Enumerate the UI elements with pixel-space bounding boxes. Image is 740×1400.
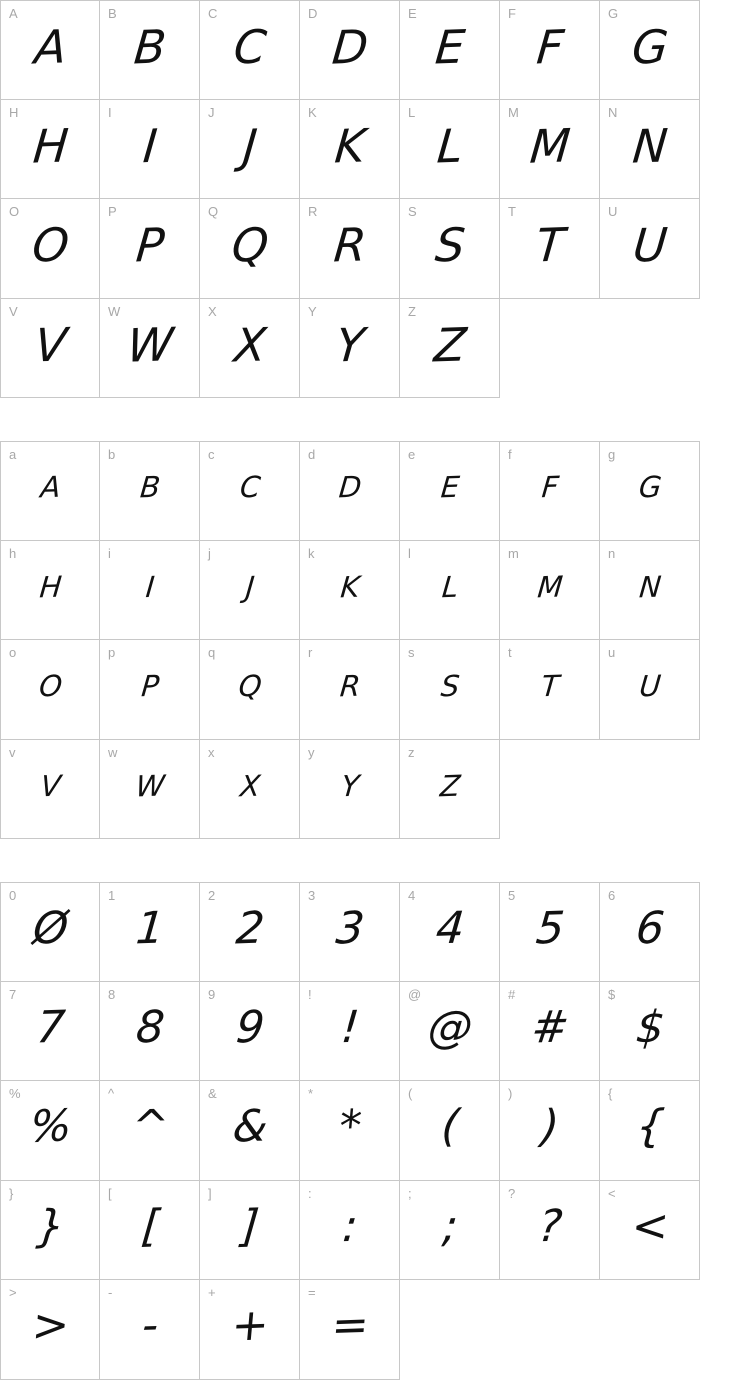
character-code-label: T [508, 204, 517, 219]
character-cell [200, 640, 300, 740]
character-cell [200, 1280, 300, 1380]
character-code-label: d [308, 447, 316, 462]
handwritten-glyph: G [629, 19, 671, 75]
character-row [0, 882, 700, 982]
handwritten-glyph: { [633, 1100, 667, 1153]
handwritten-glyph: ( [439, 1100, 462, 1153]
character-code-label: u [608, 645, 616, 660]
character-code-label: ! [308, 986, 313, 1002]
character-code-label: y [308, 744, 315, 760]
handwritten-glyph: 6 [633, 902, 667, 955]
character-code-label: B [108, 6, 118, 21]
character-cell [300, 441, 400, 541]
handwritten-glyph: D [330, 19, 371, 75]
handwritten-glyph: U [630, 217, 670, 273]
handwritten-glyph: C [238, 469, 262, 505]
character-code-label: l [408, 545, 412, 561]
character-row [0, 1280, 700, 1380]
character-code-label: Z [408, 303, 417, 319]
handwritten-glyph: S [439, 668, 461, 704]
character-code-label: v [9, 744, 16, 760]
handwritten-glyph: > [30, 1299, 72, 1352]
handwritten-glyph: ] [239, 1200, 262, 1253]
character-cell [0, 982, 100, 1082]
character-cell [600, 1081, 700, 1181]
character-code-label: s [408, 645, 415, 660]
handwritten-glyph: N [630, 118, 670, 174]
handwritten-glyph: V [32, 317, 69, 373]
character-code-label: R [308, 204, 318, 219]
handwritten-glyph: 1 [133, 902, 167, 955]
character-cell [300, 740, 400, 840]
character-code-label: W [108, 303, 121, 319]
character-row [0, 740, 700, 840]
character-cell [0, 100, 100, 200]
character-cell [0, 882, 100, 982]
handwritten-glyph: O [30, 217, 72, 273]
character-cell [0, 541, 100, 641]
character-code-label: t [508, 645, 513, 660]
handwritten-glyph: ! [339, 1001, 362, 1054]
character-code-label: 4 [408, 888, 416, 903]
handwritten-glyph: T [533, 217, 567, 273]
character-cell [300, 541, 400, 641]
character-row [0, 541, 700, 641]
character-code-label: j [208, 545, 212, 561]
character-code-label: L [408, 104, 416, 120]
character-cell [500, 199, 600, 299]
character-code-label: Q [208, 204, 219, 219]
character-code-label: k [308, 545, 315, 561]
character-code-label: a [9, 447, 17, 462]
character-cell [100, 740, 200, 840]
character-code-label: A [9, 6, 19, 21]
character-cell [500, 882, 600, 982]
handwritten-glyph: } [34, 1200, 68, 1253]
character-cell [600, 640, 700, 740]
character-code-label: F [508, 6, 517, 21]
character-cell [300, 100, 400, 200]
handwritten-glyph: @ [425, 1001, 475, 1054]
character-cell [200, 441, 300, 541]
character-code-label: ^ [108, 1086, 115, 1101]
handwritten-glyph: L [440, 568, 460, 604]
character-code-label: H [9, 104, 19, 120]
handwritten-glyph: < [629, 1200, 671, 1253]
character-code-label: c [208, 447, 215, 462]
character-code-label: P [108, 204, 118, 219]
character-code-label: I [108, 104, 113, 120]
character-row [0, 299, 700, 399]
character-code-label: C [208, 6, 218, 21]
handwritten-glyph: % [27, 1100, 74, 1153]
handwritten-glyph: ? [536, 1200, 565, 1253]
character-cell [100, 982, 200, 1082]
character-code-label: 1 [108, 888, 116, 903]
character-cell [100, 299, 200, 399]
character-cell [0, 740, 100, 840]
handwritten-glyph: 7 [34, 1001, 68, 1054]
character-row [0, 982, 700, 1082]
character-code-label: % [9, 1086, 22, 1101]
character-code-label: ? [508, 1185, 516, 1201]
character-cell [300, 1081, 400, 1181]
character-cell [600, 982, 700, 1082]
character-cell [100, 1081, 200, 1181]
character-code-label: g [608, 447, 616, 462]
handwritten-glyph: $ [633, 1001, 667, 1054]
character-cell [500, 441, 600, 541]
character-cell [200, 882, 300, 982]
character-code-label: @ [408, 986, 422, 1002]
handwritten-glyph: P [139, 668, 161, 704]
handwritten-glyph: H [38, 568, 64, 604]
handwritten-glyph: X [238, 767, 262, 803]
handwritten-glyph: Q [237, 668, 264, 704]
character-cell [200, 199, 300, 299]
handwritten-glyph: L [434, 118, 466, 174]
handwritten-glyph: O [37, 668, 64, 704]
character-row [0, 0, 700, 100]
character-code-label: = [308, 1285, 317, 1300]
character-code-label: J [208, 104, 215, 120]
character-cell [200, 740, 300, 840]
character-code-label: ] [208, 1185, 213, 1201]
character-cell [400, 882, 500, 982]
character-cell [200, 100, 300, 200]
character-cell [300, 640, 400, 740]
character-row [0, 199, 700, 299]
character-cell [100, 441, 200, 541]
character-code-label: 9 [208, 986, 216, 1002]
character-cell [600, 541, 700, 641]
character-code-label: X [208, 303, 218, 319]
character-cell [100, 0, 200, 100]
handwritten-glyph: E [439, 469, 461, 505]
handwritten-glyph: 2 [233, 902, 267, 955]
handwritten-glyph: J [244, 569, 257, 604]
character-code-label: N [608, 104, 618, 120]
character-cell [400, 541, 500, 641]
character-cell [200, 0, 300, 100]
handwritten-glyph: = [329, 1299, 371, 1352]
character-cell [400, 441, 500, 541]
handwritten-glyph: ) [539, 1100, 562, 1153]
handwritten-glyph: E [433, 19, 468, 75]
character-cell [0, 1181, 100, 1281]
character-row [0, 1181, 700, 1281]
character-code-label: < [608, 1185, 617, 1201]
character-cell [200, 541, 300, 641]
handwritten-glyph: + [229, 1299, 271, 1352]
character-code-label: n [608, 545, 616, 561]
character-cell [400, 1181, 500, 1281]
character-cell [100, 1181, 200, 1281]
character-cell [200, 1181, 300, 1281]
character-code-label: D [308, 6, 318, 21]
character-code-label: x [208, 744, 215, 760]
character-row [0, 640, 700, 740]
character-code-label: q [208, 645, 216, 660]
character-code-label: [ [108, 1185, 113, 1201]
handwritten-glyph: M [536, 568, 565, 604]
character-cell [500, 1181, 600, 1281]
handwritten-glyph: K [332, 118, 368, 174]
handwritten-glyph: J [241, 118, 260, 173]
character-code-label: S [408, 204, 418, 219]
handwritten-glyph: D [337, 469, 363, 505]
character-code-label: ; [408, 1185, 413, 1201]
character-code-label: : [308, 1185, 313, 1201]
handwritten-glyph: - [140, 1299, 161, 1352]
character-cell [300, 199, 400, 299]
handwritten-glyph: 3 [333, 902, 367, 955]
character-cell [100, 882, 200, 982]
character-cell [400, 199, 500, 299]
handwritten-glyph: G [637, 469, 664, 505]
handwritten-glyph: R [331, 217, 369, 273]
handwritten-glyph: B [131, 19, 169, 75]
character-cell [100, 541, 200, 641]
character-code-label: ( [408, 1086, 413, 1101]
handwritten-glyph: 9 [233, 1001, 267, 1054]
handwritten-glyph: C [231, 19, 269, 75]
character-code-label: # [508, 986, 516, 1002]
handwritten-glyph: Q [229, 217, 271, 273]
character-code-label: o [9, 645, 17, 660]
character-cell [400, 740, 500, 840]
character-cell [500, 982, 600, 1082]
handwritten-glyph: B [138, 469, 162, 505]
character-cell [300, 1280, 400, 1380]
character-cell [400, 100, 500, 200]
character-code-label: 0 [9, 888, 17, 903]
character-cell [400, 1081, 500, 1181]
character-cell [600, 1181, 700, 1281]
character-code-label: 8 [108, 986, 116, 1002]
character-cell [0, 640, 100, 740]
character-code-label: & [208, 1086, 218, 1101]
character-cell [0, 1081, 100, 1181]
character-cell [300, 299, 400, 399]
character-cell [0, 0, 100, 100]
character-code-label: + [208, 1285, 217, 1300]
handwritten-glyph: Ø [31, 902, 71, 955]
character-cell [300, 982, 400, 1082]
character-code-label: p [108, 645, 116, 660]
handwritten-glyph: [ [139, 1200, 162, 1253]
handwritten-glyph: Z [432, 317, 469, 373]
handwritten-glyph: M [527, 118, 573, 174]
character-cell [600, 199, 700, 299]
character-cell [500, 0, 600, 100]
character-cell [0, 441, 100, 541]
handwritten-glyph: Y [339, 767, 361, 803]
character-code-label: U [608, 204, 618, 219]
character-cell [400, 0, 500, 100]
handwritten-glyph: F [540, 469, 561, 505]
character-code-label: E [408, 6, 418, 21]
character-code-label: z [408, 744, 415, 760]
handwritten-glyph: X [232, 317, 269, 373]
handwritten-glyph: F [534, 19, 566, 75]
handwritten-glyph: Z [438, 767, 462, 803]
character-code-label: i [108, 545, 112, 561]
handwritten-glyph: V [39, 767, 63, 803]
character-row [0, 100, 700, 200]
handwritten-glyph: T [539, 668, 561, 704]
character-code-label: > [9, 1285, 18, 1300]
handwritten-glyph: * [336, 1100, 364, 1153]
handwritten-glyph: W [124, 316, 176, 373]
character-code-label: ) [508, 1086, 513, 1101]
handwritten-glyph: 5 [533, 902, 567, 955]
character-cell [100, 199, 200, 299]
character-code-label: 7 [9, 986, 17, 1002]
character-cell [200, 982, 300, 1082]
lowercase-character-grid [0, 441, 700, 839]
character-cell [200, 1081, 300, 1181]
handwritten-glyph: N [637, 568, 663, 604]
character-code-label: 3 [308, 888, 316, 903]
character-cell [300, 882, 400, 982]
character-code-label: - [108, 1285, 113, 1300]
character-cell [0, 1280, 100, 1380]
character-code-label: K [308, 104, 318, 120]
character-cell [500, 541, 600, 641]
character-cell [100, 640, 200, 740]
character-cell [500, 100, 600, 200]
character-code-label: f [508, 447, 513, 462]
character-cell [600, 100, 700, 200]
handwritten-glyph: # [529, 1001, 571, 1054]
character-cell [100, 1280, 200, 1380]
character-code-label: V [9, 303, 19, 319]
handwritten-glyph: A [32, 19, 69, 75]
character-code-label: 2 [208, 888, 216, 903]
character-code-label: h [9, 545, 17, 561]
character-code-label: Y [308, 303, 318, 319]
uppercase-character-grid [0, 0, 700, 398]
handwritten-glyph: W [134, 767, 167, 803]
handwritten-glyph: I [141, 118, 160, 173]
character-cell [400, 640, 500, 740]
handwritten-glyph: U [638, 668, 663, 704]
character-code-label: m [508, 545, 520, 561]
handwritten-glyph: S [433, 217, 468, 273]
handwritten-glyph: I [144, 569, 157, 604]
handwritten-glyph: 4 [433, 902, 467, 955]
character-cell [500, 1081, 600, 1181]
handwritten-glyph: 8 [133, 1001, 167, 1054]
character-code-label: 6 [608, 888, 616, 903]
character-cell [200, 299, 300, 399]
handwritten-glyph: R [338, 668, 362, 704]
character-cell [600, 0, 700, 100]
character-cell [100, 100, 200, 200]
handwritten-glyph: H [30, 118, 71, 174]
character-code-label: r [308, 645, 313, 660]
character-code-label: 5 [508, 888, 516, 903]
character-code-label: G [608, 6, 619, 21]
character-code-label: M [508, 104, 520, 120]
handwritten-glyph: K [339, 568, 362, 604]
handwritten-glyph: ^ [129, 1100, 171, 1153]
handwritten-glyph: P [133, 217, 167, 273]
character-cell [300, 0, 400, 100]
character-cell [0, 199, 100, 299]
character-cell [600, 882, 700, 982]
handwritten-glyph: A [39, 469, 63, 505]
character-code-label: e [408, 447, 416, 462]
character-code-label: O [9, 204, 20, 219]
character-code-label: w [108, 744, 118, 760]
character-row [0, 441, 700, 541]
handwritten-glyph: & [230, 1100, 270, 1153]
digits-symbols-character-grid [0, 882, 700, 1380]
character-code-label: $ [608, 986, 616, 1002]
character-cell [400, 982, 500, 1082]
handwritten-glyph: Y [333, 317, 367, 373]
character-code-label: b [108, 447, 116, 462]
character-cell [400, 299, 500, 399]
character-cell [300, 1181, 400, 1281]
character-cell [500, 640, 600, 740]
character-row [0, 1081, 700, 1181]
character-cell [600, 441, 700, 541]
handwritten-glyph: ; [440, 1200, 460, 1252]
character-code-label: * [308, 1086, 314, 1101]
character-cell [0, 299, 100, 399]
character-code-label: } [9, 1185, 14, 1201]
handwritten-glyph: : [340, 1200, 360, 1252]
character-code-label: { [608, 1086, 613, 1101]
